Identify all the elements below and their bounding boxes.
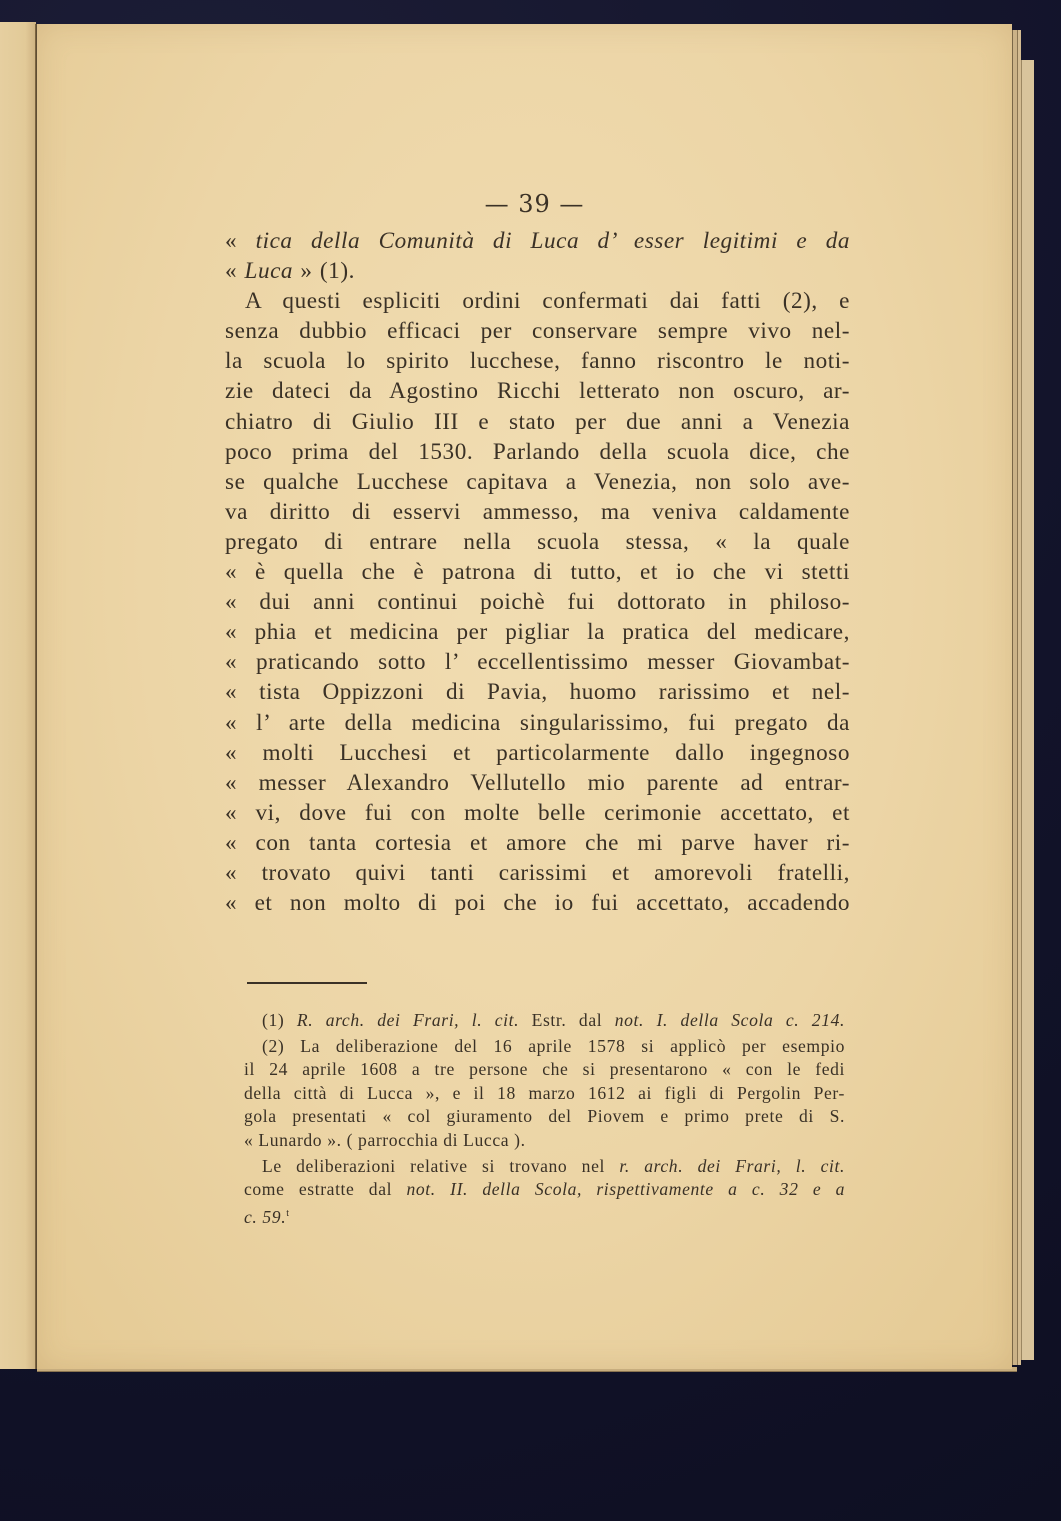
page-number: — 39 — bbox=[484, 190, 585, 218]
footnote-text: come estratte dal bbox=[244, 1179, 407, 1200]
footnote-line bbox=[244, 1129, 845, 1153]
body-italic-text: tica della Comunità di Luca d’ esser legitimi e da bbox=[255, 228, 850, 254]
body-text: chiatro di Giulio III e stato per due anni a Venezia bbox=[225, 408, 850, 435]
body-text: A questi espliciti ordini confermati dai fatti (2), e bbox=[245, 288, 850, 315]
footnote-text: Le deliberazioni relative si trovano nel bbox=[262, 1155, 620, 1176]
body-text: zie dateci da Agostino Ricchi letterato non oscuro, ar- bbox=[225, 378, 850, 405]
body-text: la scuola lo spirito lucchese, fanno riscontro le noti- bbox=[225, 348, 850, 375]
body-line bbox=[225, 828, 850, 858]
facing-page-edge bbox=[0, 22, 36, 1369]
body-line bbox=[225, 467, 850, 497]
body-line bbox=[225, 407, 850, 437]
footnote-line bbox=[244, 1105, 845, 1129]
page-stack-edge bbox=[1021, 60, 1034, 1360]
body-text: » (1). bbox=[293, 258, 355, 285]
body-text: « molti Lucchesi et particolarmente dallo ingegnoso bbox=[225, 739, 850, 766]
footnote-italic-text: not. I. della Scola c. 214. bbox=[614, 1010, 845, 1030]
body-line bbox=[225, 256, 850, 286]
body-line bbox=[225, 286, 850, 316]
body-line bbox=[225, 316, 850, 346]
footnote-line bbox=[244, 1178, 845, 1202]
body-text: « tista Oppizzoni di Pavia, huomo rarissimo et nel- bbox=[225, 679, 850, 706]
footnote-line bbox=[244, 1202, 845, 1226]
footnote-text: della città di Lucca », e il 18 marzo 1612 ai figli di Pergolin Per- bbox=[244, 1082, 845, 1103]
body-text: « messer Alexandro Vellutello mio parente ad entrar- bbox=[225, 769, 850, 796]
footnote-italic-text: not. II. della Scola, rispettivamente a c. 32 e a bbox=[406, 1179, 845, 1200]
body-text: « con tanta cortesia et amore che mi parve haver ri- bbox=[225, 829, 850, 856]
footnote-line bbox=[244, 1035, 845, 1059]
body-line bbox=[225, 437, 850, 467]
footnote-text: (1) bbox=[262, 1010, 297, 1030]
body-text: « phia et medicina per pigliar la pratica del medicare, bbox=[225, 619, 850, 646]
footnote-text: « Lunardo ». ( parrocchia di Lucca ). bbox=[244, 1129, 526, 1150]
body-text: va diritto di esservi ammesso, ma veniva caldamente bbox=[225, 498, 850, 525]
footnote-line bbox=[244, 1082, 845, 1106]
body-text: « bbox=[225, 228, 256, 254]
body-text: « dui anni continui poichè fui dottorato in philoso- bbox=[225, 589, 850, 616]
body-line bbox=[225, 768, 850, 798]
footnote-text: il 24 aprile 1608 a tre persone che si presentarono « con le fedi bbox=[244, 1059, 845, 1080]
footnote-text: (2) La deliberazione del 16 aprile 1578 si applicò per esempio bbox=[262, 1035, 845, 1056]
body-text: « trovato quivi tanti carissimi et amorevoli fratelli, bbox=[225, 859, 850, 886]
body-line bbox=[225, 557, 850, 587]
book-page bbox=[37, 24, 1012, 1369]
body-line bbox=[225, 858, 850, 888]
body-line bbox=[225, 798, 850, 828]
body-text: « è quella che è patrona di tutto, et io che vi stetti bbox=[225, 559, 850, 586]
page-content bbox=[37, 24, 1012, 1369]
body-text: « praticando sotto l’ eccellentissimo messer Giovambat- bbox=[225, 649, 850, 676]
body-line bbox=[225, 587, 850, 617]
footnote-text: Estr. dal bbox=[519, 1010, 615, 1030]
body-line bbox=[225, 647, 850, 677]
body-line bbox=[225, 677, 850, 707]
body-line bbox=[225, 497, 850, 527]
body-text: se qualche Lucchese capitava a Venezia, non solo ave- bbox=[225, 468, 850, 495]
body-text: senza dubbio efficaci per conservare sempre vivo nel- bbox=[225, 318, 850, 345]
footnotes bbox=[244, 1009, 845, 1225]
footnote-line bbox=[244, 1155, 845, 1179]
body-text: « l’ arte della medicina singularissimo, fui pregato da bbox=[225, 709, 850, 736]
body-text: « et non molto di poi che io fui accettato, accadendo bbox=[225, 890, 850, 917]
footnote-text: gola presentati « col giuramento del Piovem e primo prete di S. bbox=[244, 1106, 845, 1127]
body-line bbox=[225, 617, 850, 647]
body-text: « bbox=[225, 258, 245, 285]
footnote-line bbox=[244, 1009, 845, 1033]
footnote-italic-text: R. arch. dei Frari, l. cit. bbox=[296, 1010, 520, 1030]
body-line bbox=[225, 888, 850, 918]
body-line bbox=[225, 376, 850, 406]
body-text: « vi, dove fui con molte belle cerimonie accettato, et bbox=[225, 799, 850, 826]
body-line bbox=[225, 708, 850, 738]
body-italic-text: Luca bbox=[244, 258, 294, 285]
footnote-italic-text: r. arch. dei Frari, l. cit. bbox=[619, 1155, 845, 1176]
body-line bbox=[225, 738, 850, 768]
footnote-line bbox=[244, 1058, 845, 1082]
body-text: pregato di entrare nella scuola stessa, « la quale bbox=[225, 528, 850, 555]
body-text bbox=[225, 226, 850, 918]
footnote-text: t bbox=[286, 1207, 290, 1219]
body-line bbox=[225, 527, 850, 557]
footnote-separator bbox=[247, 982, 367, 984]
body-line bbox=[225, 346, 850, 376]
body-text: poco prima del 1530. Parlando della scuola dice, che bbox=[225, 438, 850, 465]
footnote-italic-text: c. 59. bbox=[244, 1206, 287, 1227]
body-line bbox=[225, 226, 850, 256]
